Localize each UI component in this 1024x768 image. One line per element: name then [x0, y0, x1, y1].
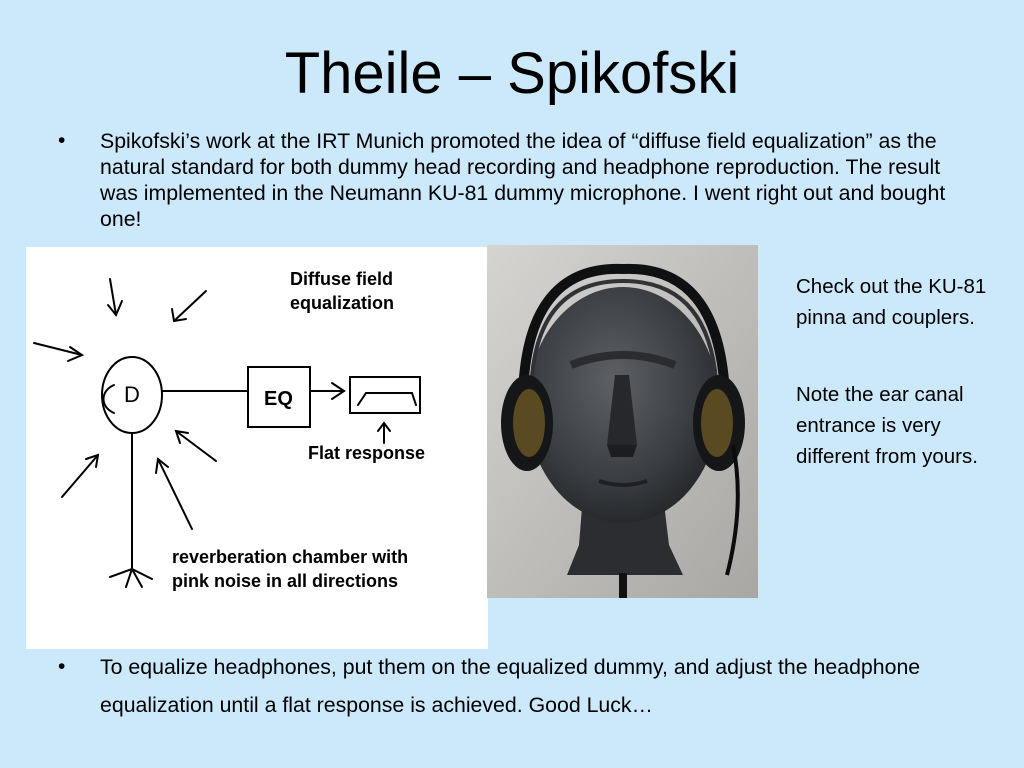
bullet-text-2: To equalize headphones, put them on the equalized dummy, and adjust the headphone equalization until a flat response is achieved. Good Luck… — [100, 655, 921, 717]
flat-response-label: Flat response — [308, 443, 426, 463]
dummy-head-photo — [487, 245, 758, 598]
eq-label: EQ — [264, 388, 293, 410]
diffuse-label-1: Diffuse field — [290, 269, 394, 289]
d-label: D — [124, 382, 140, 407]
slide-title: Theile – Spikofski — [284, 41, 740, 106]
side-note-ear-canal: Note the ear canal entrance is very different from yours. — [796, 383, 978, 468]
bullet-text-1: Spikofski’s work at the IRT Munich promoted the idea of “diffuse field equalization” as the natural standard for both dummy head recording and headphone reproduction. The result was implemented in the Neumann KU-81 dummy microphone. I went right out and bought one! — [100, 129, 946, 231]
side-note-pinna: Check out the KU-81 pinna and couplers. — [796, 275, 987, 329]
reverb-label-1: reverberation chamber with — [172, 547, 409, 567]
reverb-label-2: pink noise in all directions — [172, 571, 399, 591]
bullet-marker: • — [58, 655, 66, 678]
diffuse-field-diagram — [26, 247, 488, 649]
diffuse-label-2: equalization — [290, 293, 395, 313]
bullet-marker: • — [58, 129, 66, 152]
dummy-head-illustration — [487, 245, 758, 598]
